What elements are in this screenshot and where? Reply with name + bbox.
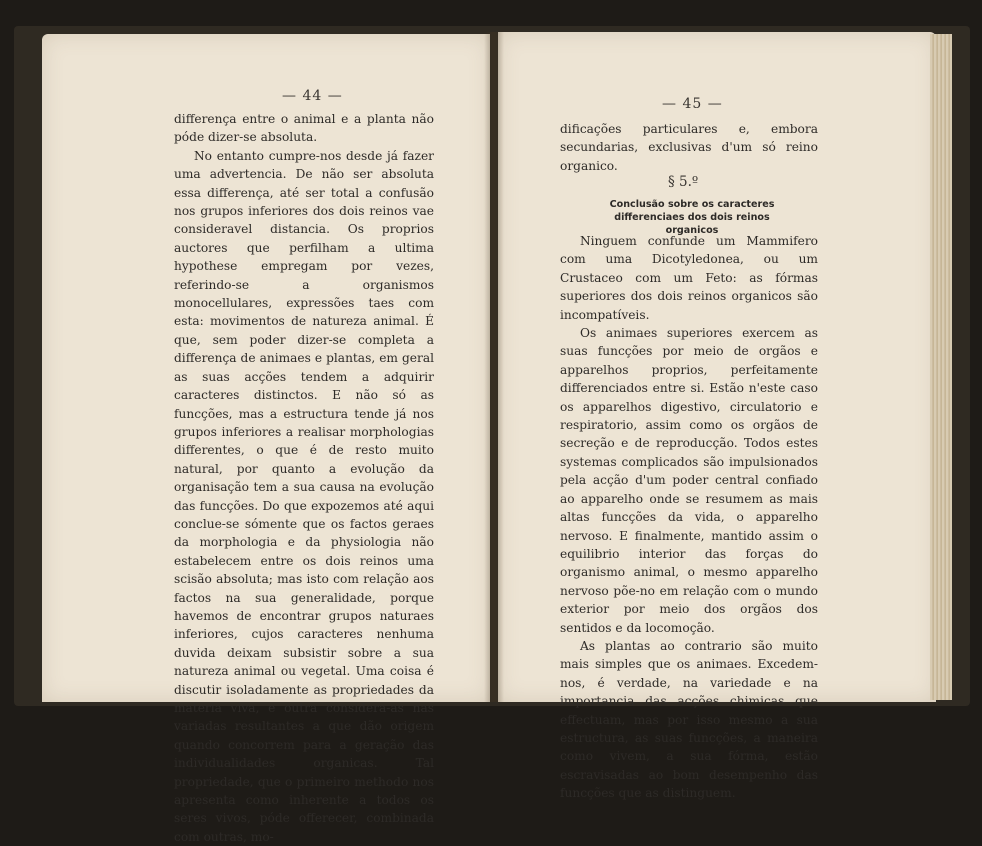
section-number: § 5.º [668,174,699,190]
left-paragraph: differença entre o animal e a planta não póde dizer-se absoluta. [174,112,434,145]
right-page-number: — 45 — [662,96,723,112]
left-paragraph: No entanto cumpre-nos desde já fazer uma advertencia. De não ser absoluta essa differença, até ser total a confusão nos grupos inferiores dos dois reinos vae consideravel distancia. Os proprios auctores que perfilham a ultima hypothese empregam por vezes, referindo-se a organismos monocellulares, expressões taes com esta: movimentos de natureza animal. É que, sem poder dizer-se completa a differença de animaes e plantas, em geral as suas acções tendem a adquirir caracteres distinctos. E não só as funcções, mas a estructura tende já nos grupos inferiores a realisar morphologias differentes, o que é de resto muito natural, por quanto a evolução da organisação tem a sua causa na evolução das funcções. Do que expozemos até aqui conclue-se sómente que os factos geraes da morphologia e da physiologia não estabelecem entre os dois reinos uma scisão absoluta; mas isto com relação aos factos na sua generalidade, porque havemos de encontrar grupos naturaes inferiores, cujos caracteres nenhuma duvida deixam subsistir sobre a sua natureza animal ou vegetal. Uma coisa é discutir isoladamente as propriedades da materia viva, e outra considera-as nas variadas resultantes a que dão origem quando concorrem para a geração das individualidades organicas. Tal propriedade, que o primeiro methodo nos apresenta como inherente a todos os seres vivos, póde offerecer, combinada com outras, mo- [174,148,434,844]
right-page-intro [560,120,818,175]
left-page-text [174,110,434,846]
right-paragraph: As plantas ao contrario são muito mais simples que os animaes. Excedem-nos, é verdade, na variedade e na importancia das acções chimicas que effectuam, mas por isso mesmo a sua estructura, as suas funcções, a maneira como vivem, a sua fórma, estão escravisadas ao bom desempenho das funcções que as distinguem. [560,638,818,801]
right-page-text [560,232,818,803]
left-page-number: — 44 — [282,88,343,104]
right-paragraph: Ninguem confunde um Mammifero com uma Dicotyledonea, ou um Crustaceo com um Feto: as fórmas superiores dos dois reinos organicos são incompatíveis. [560,234,818,322]
book-gutter [484,32,504,702]
right-paragraph: dificações particulares e, embora secundarias, exclusivas d'um só reino organico. [560,122,818,173]
page-edges [930,34,952,700]
right-paragraph: Os animaes superiores exercem as suas funcções por meio de orgãos e apparelhos proprios, perfeitamente differenciados entre si. Estão n'este caso os apparelhos digestivo, circulatorio e respiratorio, assim como os orgãos de secreção e de reproducção. Todos estes systemas complicados são impulsionados pela acção d'um poder central confiado ao apparelho onde se resumem as mais altas funcções da vida, o apparelho nervoso. E finalmente, mantido assim o equilibrio interior das forças do organismo animal, o mesmo apparelho nervoso põe-no em relação com o mundo exterior por meio dos orgãos dos sentidos e da locomoção. [560,326,818,635]
section-heading: Conclusão sobre os caracteres differenciaes dos dois reinos organicos [609,199,775,236]
